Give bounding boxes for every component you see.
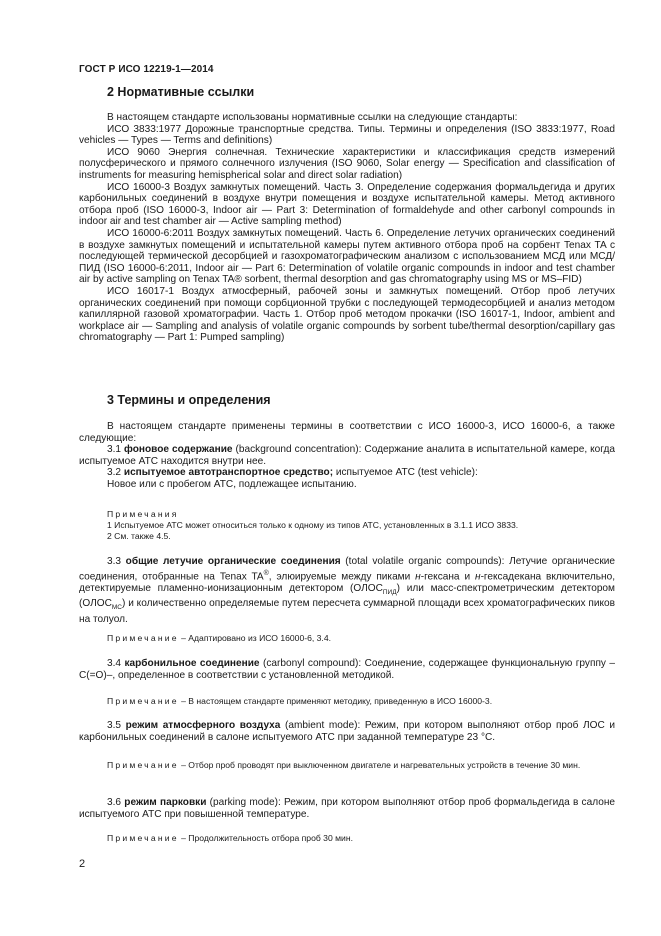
term-3-3-def-c: -гексана и xyxy=(420,570,475,582)
n-prefix-2: н xyxy=(475,570,481,582)
term-3-5-definition: (ambient mode): Режим, при котором выполняют отбор проб ЛОС и карбонильных соединений в салоне испытуемого АТС при заданной температуре 23 °С. xyxy=(79,720,616,743)
term-3-1-number: 3.1 xyxy=(107,444,122,456)
term-3-4-name: карбонильное соединение xyxy=(124,658,260,669)
note-3-4-text: – В настоящем стандарте применяют методику, приведенную в ИСО 16000-3. xyxy=(178,696,493,706)
term-3-1 xyxy=(79,444,615,467)
term-3-2-number: 3.2 xyxy=(107,467,122,479)
note-3-6 xyxy=(79,833,615,844)
note-3-6-text: – Продолжительность отбора проб 30 мин. xyxy=(178,833,353,843)
term-3-6-block xyxy=(79,797,615,820)
term-3-4-definition: (carbonyl compound): Соединение, содержащее функциональную группу –С(=О)–, определенное в соответствии с установленной методикой. xyxy=(79,658,615,681)
section-3-title: 3 Термины и определения xyxy=(107,393,271,407)
reference-iso-3833: ИСО 3833:1977 Дорожные транспортные средства. Типы. Термины и определения (ISO 3833:1977, Road vehicles — Types — Terms and definitions) xyxy=(79,123,615,147)
note-label: Примечание xyxy=(107,633,179,643)
term-3-4 xyxy=(79,658,615,681)
term-3-1-definition: (background concentration): Содержание аналита в испытательной камере, когда испытуемое АТС находится внутри нее. xyxy=(79,444,615,467)
term-3-3 xyxy=(79,556,615,625)
subscript-pid: ПИД xyxy=(382,588,397,596)
reference-iso-9060: ИСО 9060 Энергия солнечная. Технические характеристики и классификация средств измерений полусферического и прямого солнечного излучения (ISO 9060, Solar energy — Specification and classification of instruments for measuring hemispherical solar and direct solar radiation) xyxy=(79,146,615,181)
term-3-3-name: общие летучие органические соединения xyxy=(125,556,341,567)
term-3-3-def-b: , элюируемые между пиками xyxy=(268,570,416,582)
term-3-3-block xyxy=(79,556,615,625)
term-3-2-name: испытуемое автотранспортное средство; xyxy=(123,467,334,479)
note-label: Примечание xyxy=(107,833,179,843)
note-3-2-2: 2 См. также 4.5. xyxy=(107,531,171,541)
section-2-intro: В настоящем стандарте использованы нормативные ссылки на следующие стандарты: xyxy=(107,112,518,123)
term-3-3-number: 3.3 xyxy=(107,556,122,567)
registered-mark: ® xyxy=(263,569,269,577)
section-3-intro-block xyxy=(79,421,615,491)
reference-iso-16000-3: ИСО 16000-3 Воздух замкнутых помещений. Часть 3. Определение содержания формальдегида и других карбонильных соединений в воздухе внутри помещения и воздухе испытательной камеры. Метод активного отбора проб (ISO 16000-3, Indoor air — Part 3: Determination of formaldehyde and other carbonyl compounds in indoor air and test chamber air — Active sampling method) xyxy=(79,181,615,228)
term-3-1-name: фоновое содержание xyxy=(124,444,233,456)
n-prefix-1: н xyxy=(415,570,421,582)
notes-3-2 xyxy=(79,509,615,542)
term-3-4-block xyxy=(79,658,615,681)
note-3-3-text: – Адаптировано из ИСО 16000-6, 3.4. xyxy=(178,633,331,643)
term-3-6 xyxy=(79,797,615,820)
document-header: ГОСТ Р ИСО 12219-1—2014 xyxy=(79,64,214,75)
term-3-6-definition: (parking mode): Режим, при котором выполняют отбор проб формальдегида в салоне испытуемого АТС при повышенной температуре. xyxy=(79,797,616,820)
term-3-5-name: режим атмосферного воздуха xyxy=(125,720,281,731)
term-3-5-number: 3.5 xyxy=(107,720,122,731)
note-label: Примечание xyxy=(107,696,179,706)
term-3-3-def-f: ) и количественно определяемые путем пересчета суммарной площади всех хроматографических пиков на толуол. xyxy=(79,598,615,625)
note-label: Примечание xyxy=(107,760,179,770)
section-2-body xyxy=(79,112,615,344)
term-3-2-synonym: испытуемое АТС (test vehicle): xyxy=(333,467,478,479)
term-3-6-name: режим парковки xyxy=(124,797,207,808)
notes-label: Примечания xyxy=(107,509,179,519)
note-3-5-text: – Отбор проб проводят при выключенном двигателе и нагревательных устройств в течение 30 мин. xyxy=(178,760,581,770)
term-3-2-definition: Новое или с пробегом АТС, подлежащее испытанию. xyxy=(107,478,357,490)
reference-iso-16000-6: ИСО 16000-6:2011 Воздух замкнутых помещений. Часть 6. Определение летучих органических соединений в воздухе замкнутых помещений и испытательной камеры путем активного отбора проб на сорбент Tenax TA с последующей термической десорбцией и газохроматографическим анализом с использованием МСД или МСД/ПИД (ISO 16000-6:2011, Indoor air — Part 6: Determination of volatile organic compounds in indoor and test chamber air by active sampling on Tenax TA® sorbent, thermal desorption and gas chromatography using MS or MS–FID) xyxy=(79,227,615,286)
note-3-2-1: 1 Испытуемое АТС может относиться только к одному из типов АТС, установленных в 3.1.1 ИСО 3833. xyxy=(107,520,519,530)
term-3-5-block xyxy=(79,720,615,743)
section-3-intro: В настоящем стандарте применены термины в соответствии с ИСО 16000-3, ИСО 16000-6, а также следующие: xyxy=(79,421,615,444)
term-3-3-def-a: (total volatile organic compounds): Летучие органические соединения, отобранные на Tenax TA xyxy=(79,556,615,582)
section-2-title: 2 Нормативные ссылки xyxy=(107,85,255,99)
term-3-4-number: 3.4 xyxy=(107,658,122,669)
note-3-4 xyxy=(79,696,615,707)
subscript-ms: МС xyxy=(111,604,122,612)
term-3-5 xyxy=(79,720,615,743)
term-3-3-def-e: ) или масс-спектрометрическим детектором (ОЛОС xyxy=(79,582,615,610)
reference-iso-16017-1: ИСО 16017-1 Воздух атмосферный, рабочей зоны и замкнутых помещений. Отбор проб летучих органических соединений при помощи сорбционной трубки с последующей термодесорбцией и анализ методом капиллярной газовой хроматографии. Часть 1. Отбор проб методом прокачки (ISO 16017-1, Indoor, ambient and workplace air — Sampling and analysis of volatile organic compounds by sorbent tube/thermal desorption/capillary gas chromatography — Part 1: Pumped sampling) xyxy=(79,285,615,344)
term-3-2 xyxy=(79,467,615,479)
term-3-6-number: 3.6 xyxy=(107,797,122,808)
note-3-5 xyxy=(79,760,615,771)
note-3-3 xyxy=(79,633,615,644)
page-number: 2 xyxy=(79,858,86,870)
term-3-3-def-d: -гексадекана включительно, детектируемые пламенно-ионизационным детектором (ОЛОС xyxy=(79,570,615,594)
